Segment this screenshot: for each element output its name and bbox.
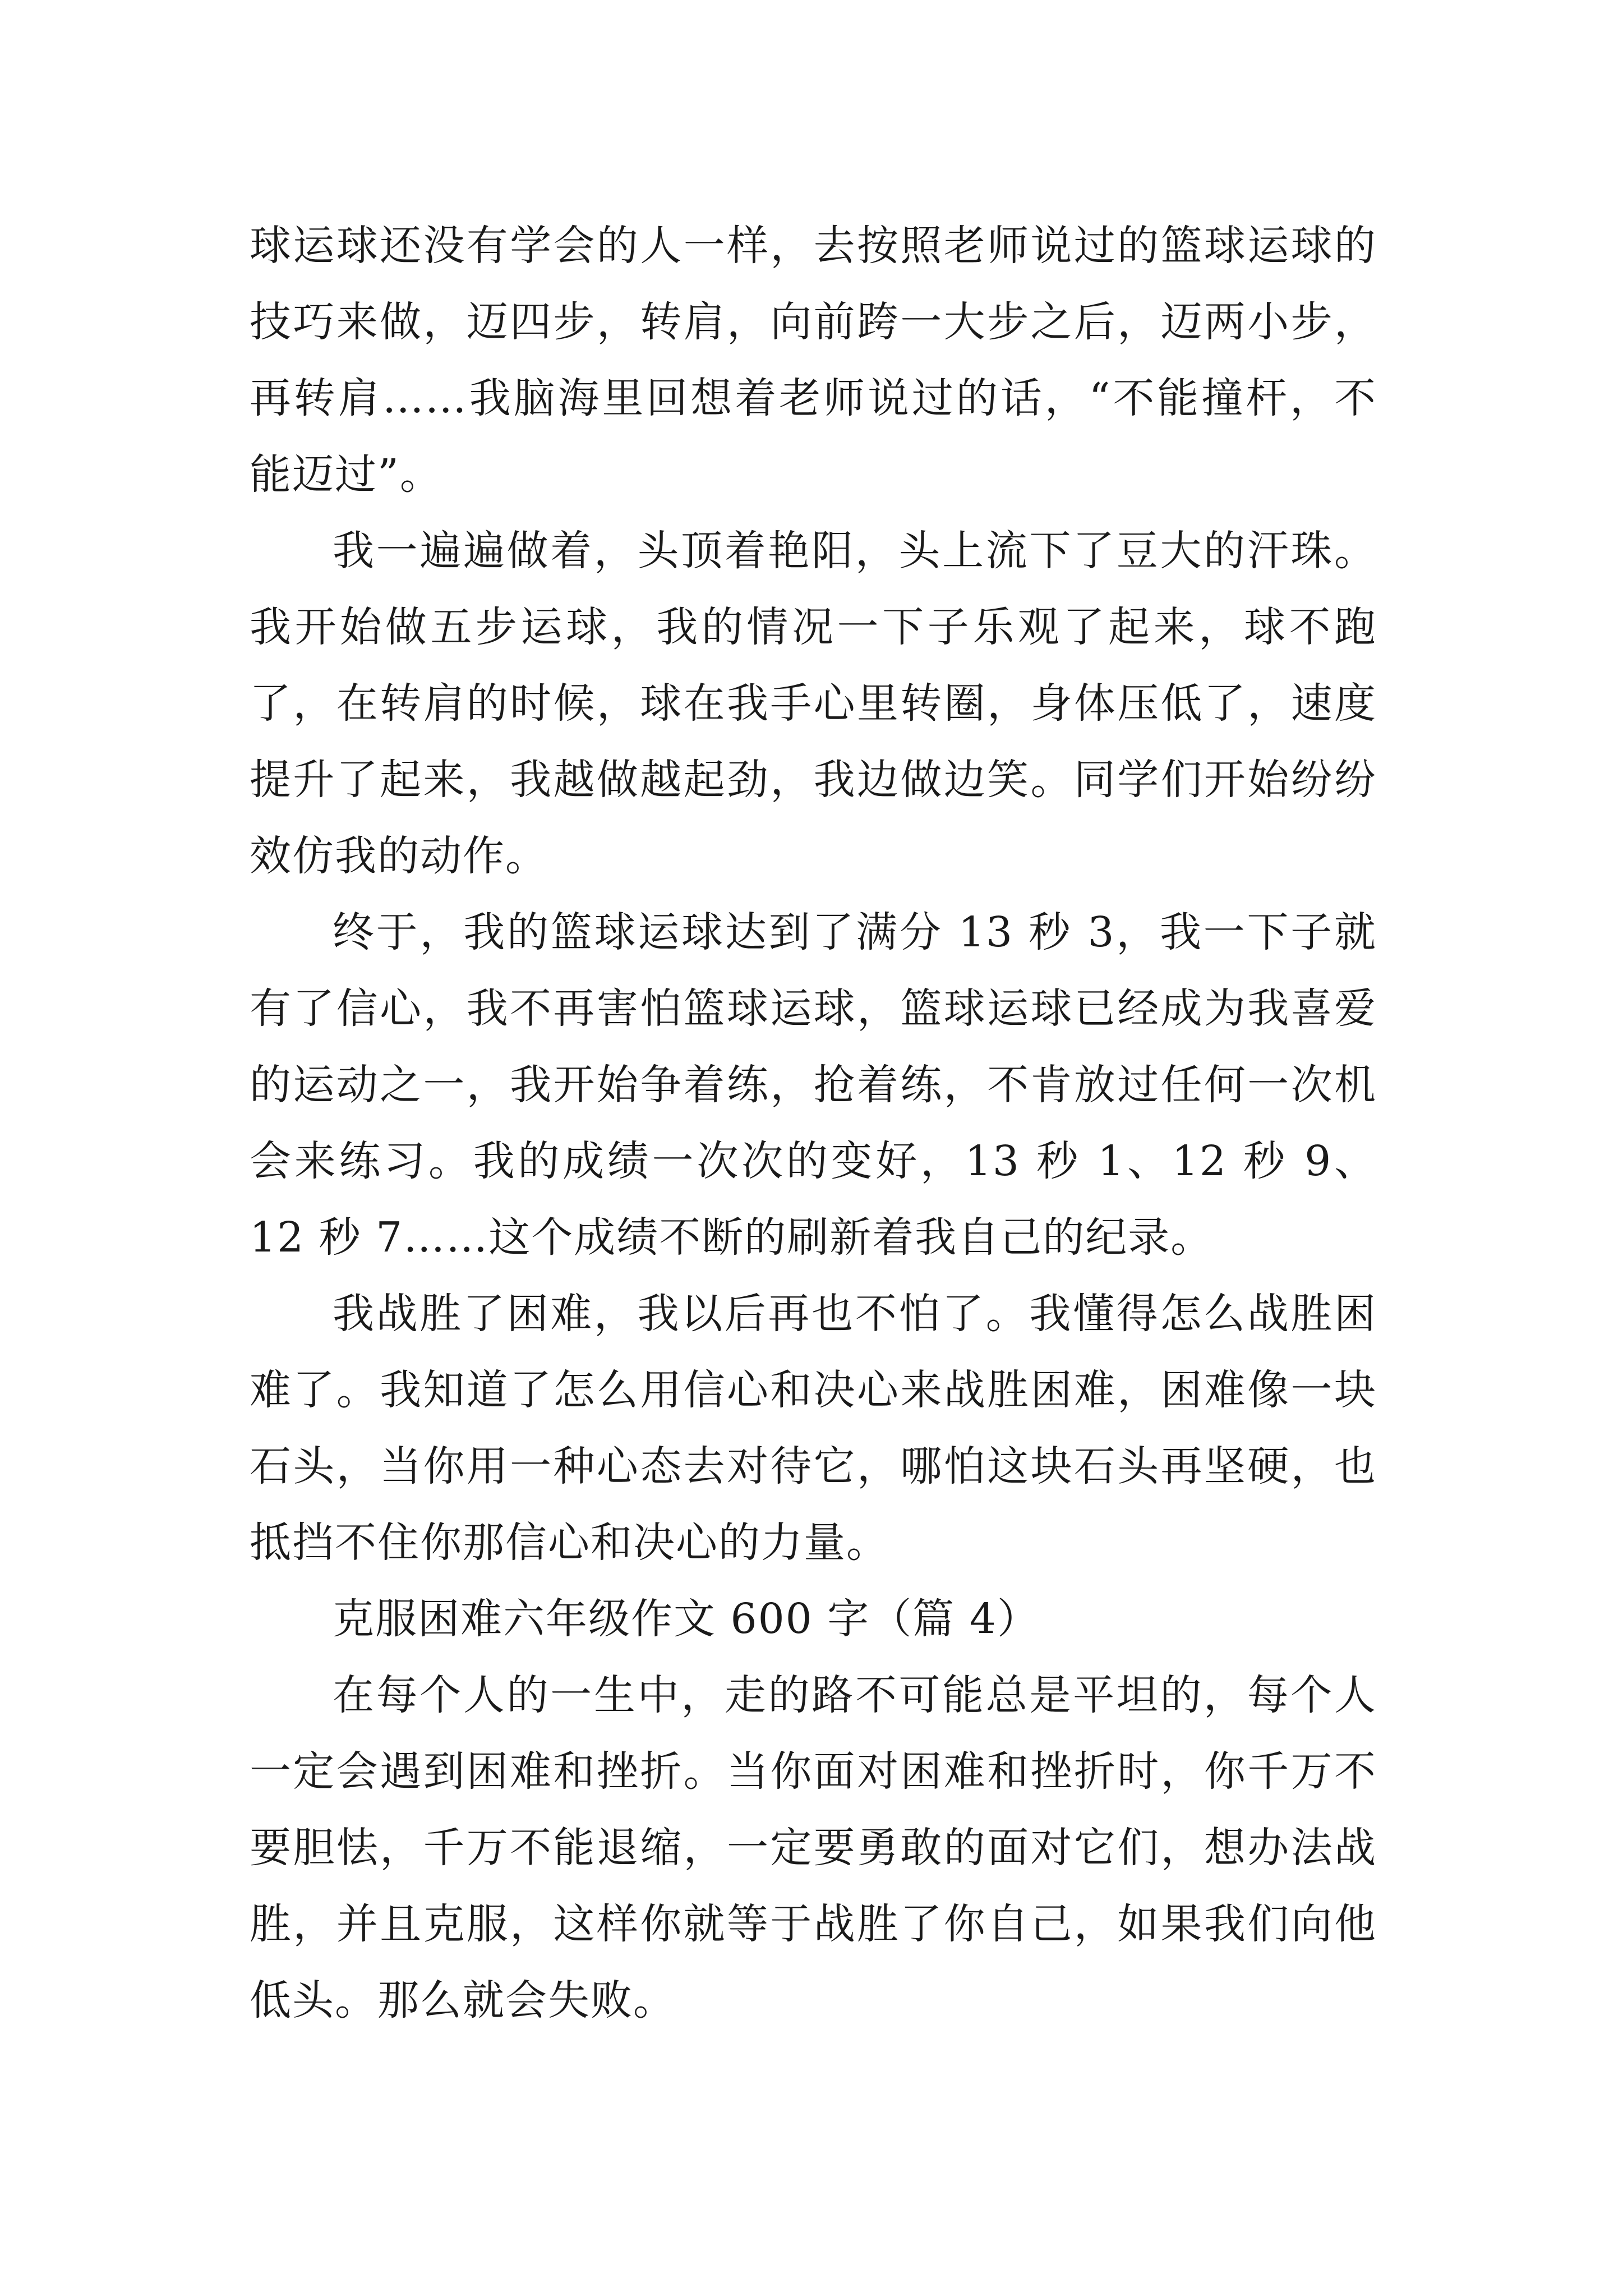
paragraph: 我一遍遍做着，头顶着艳阳，头上流下了豆大的汗珠。我开始做五步运球，我的情况一下子乐观了起来，球不跑了，在转肩的时候，球在我手心里转圈，身体压低了，速度提升了起来，我越做越起劲，我边做边笑。同学们开始纷纷效仿我的动作。 <box>250 527 1377 880</box>
paragraph: 终于，我的篮球运球达到了满分 13 秒 3，我一下子就有了信心，我不再害怕篮球运球，篮球运球已经成为我喜爱的运动之一，我开始争着练，抢着练，不肯放过任何一次机会来练习。我的成绩一次次的变好，13 秒 1、12 秒 9、12 秒 7……这个成绩不断的刷新着我自己的纪录。 <box>250 908 1377 1262</box>
paragraph-continued: 球运球还没有学会的人一样，去按照老师说过的篮球运球的技巧来做，迈四步，转肩，向前跨一大步之后，迈两小步，再转肩……我脑海里回想着老师说过的话，“不能撞杆，不能迈过”。 <box>250 222 1377 499</box>
paragraph: 我战胜了困难，我以后再也不怕了。我懂得怎么战胜困难了。我知道了怎么用信心和决心来战胜困难，困难像一块石头，当你用一种心态去对待它，哪怕这块石头再坚硬，也抵挡不住你那信心和决心的力量。 <box>250 1290 1377 1567</box>
section-heading: 克服困难六年级作文 600 字（篇 4） <box>333 1595 1040 1643</box>
document-body <box>250 208 1377 2039</box>
paragraph: 在每个人的一生中，走的路不可能总是平坦的，每个人一定会遇到困难和挫折。当你面对困难和挫折时，你千万不要胆怯，千万不能退缩，一定要勇敢的面对它们，想办法战胜，并且克服，这样你就等于战胜了你自己，如果我们向他低头。那么就会失败。 <box>250 1671 1377 2024</box>
